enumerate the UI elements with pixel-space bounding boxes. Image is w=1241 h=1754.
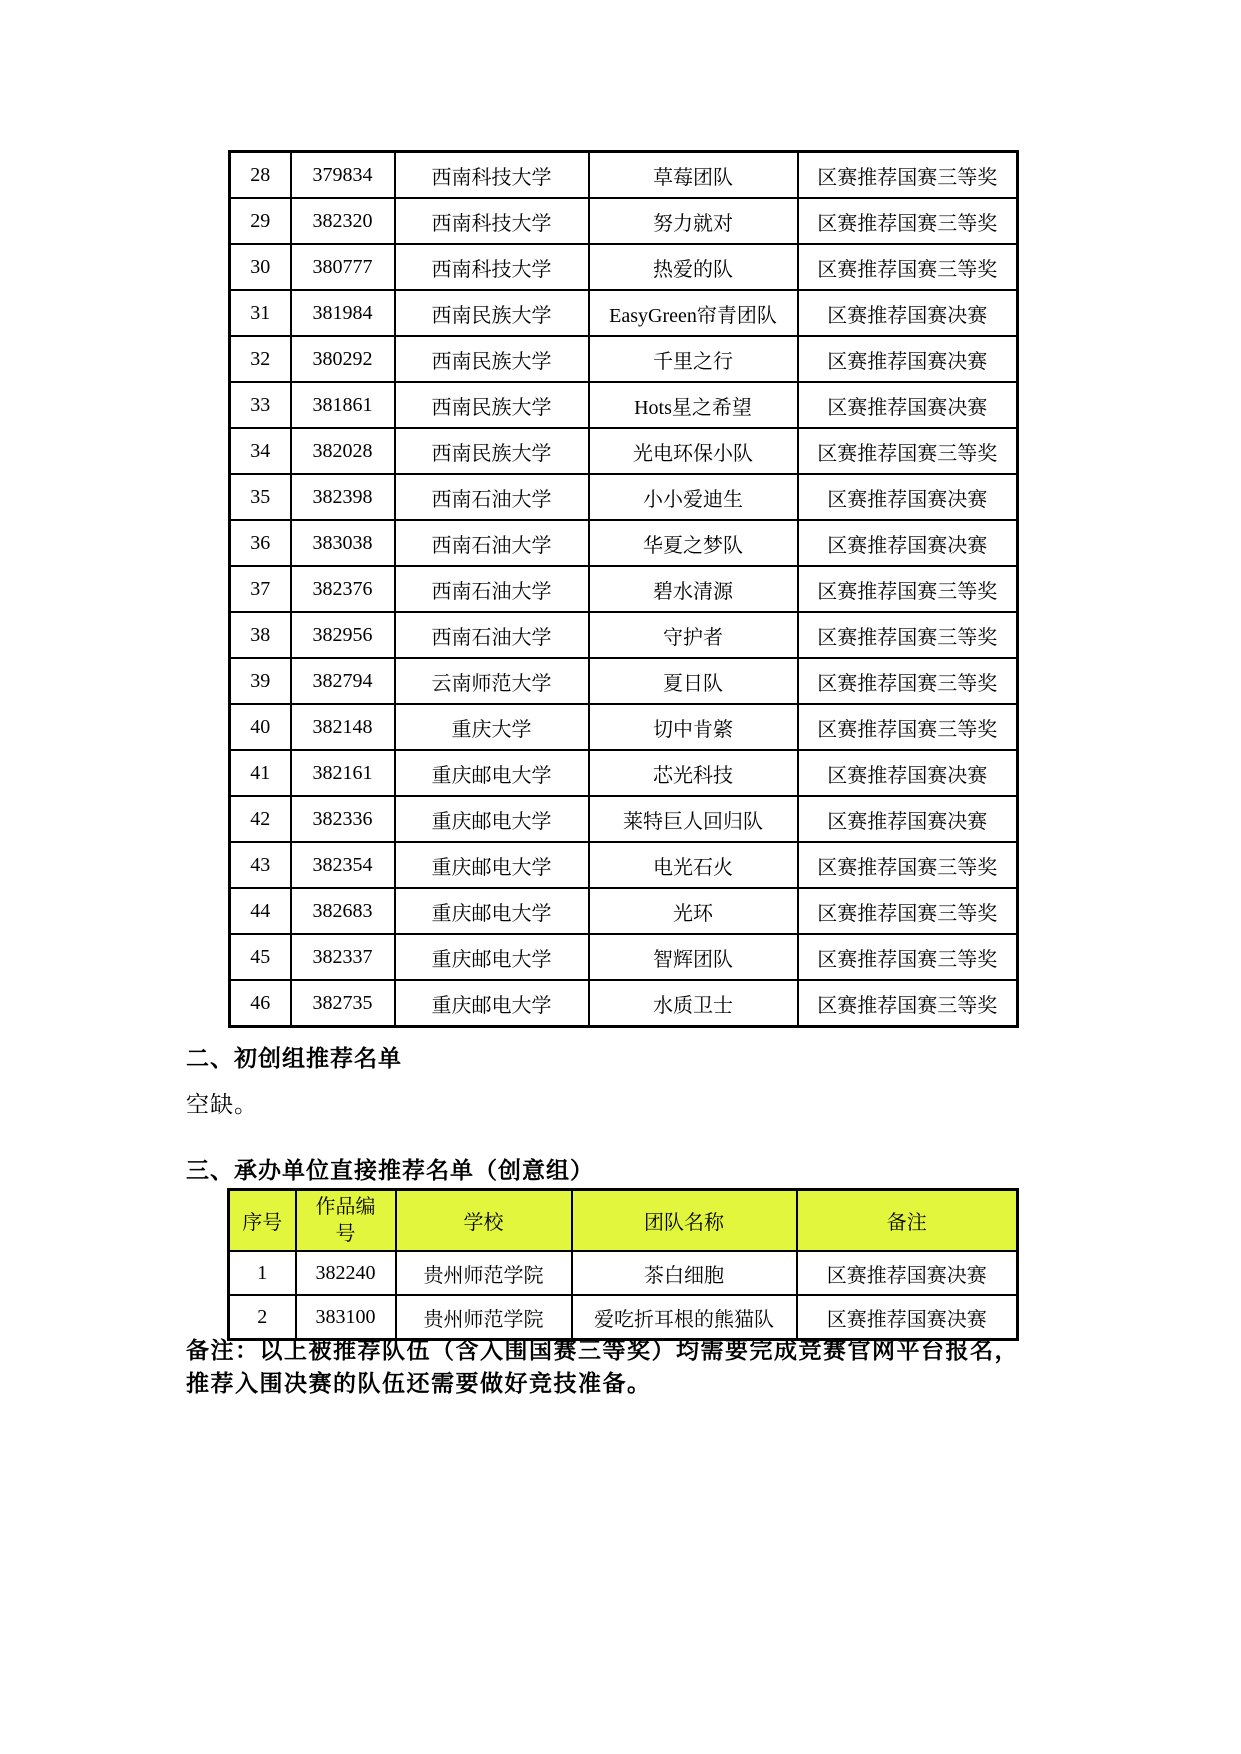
table-cell: 云南师范大学 — [395, 658, 589, 704]
table-cell: 381984 — [291, 290, 395, 336]
table-cell: 382794 — [291, 658, 395, 704]
direct-recommendation-table — [227, 1188, 1019, 1341]
table-cell: 莱特巨人回归队 — [589, 796, 798, 842]
table-cell: 46 — [230, 980, 291, 1027]
table-cell: 382336 — [291, 796, 395, 842]
table-cell: 41 — [230, 750, 291, 796]
table-row — [230, 244, 1018, 290]
table-cell: 重庆邮电大学 — [395, 888, 589, 934]
table-cell: 区赛推荐国赛决赛 — [798, 382, 1018, 428]
direct-table-body — [229, 1251, 1018, 1340]
table-cell: 2 — [229, 1295, 296, 1340]
header-label: 团队名称 — [644, 1212, 724, 1234]
table-cell: 31 — [230, 290, 291, 336]
section2-body: 空缺。 — [186, 1092, 258, 1117]
table-cell: 切中肯綮 — [589, 704, 798, 750]
table-cell: 芯光科技 — [589, 750, 798, 796]
table-cell: 区赛推荐国赛决赛 — [798, 750, 1018, 796]
table-row — [230, 750, 1018, 796]
table-cell: 33 — [230, 382, 291, 428]
table-cell: 光环 — [589, 888, 798, 934]
table-cell: 382337 — [291, 934, 395, 980]
table-cell: 28 — [230, 152, 291, 199]
table-cell: 碧水清源 — [589, 566, 798, 612]
table-cell: 西南科技大学 — [395, 152, 589, 199]
table-cell: 爱吃折耳根的熊猫队 — [572, 1295, 797, 1340]
table-row — [230, 198, 1018, 244]
table-cell: 区赛推荐国赛三等奖 — [798, 658, 1018, 704]
table-cell: 西南石油大学 — [395, 474, 589, 520]
table-cell: 379834 — [291, 152, 395, 199]
remark-line-2: 推荐入围决赛的队伍还需要做好竞技准备。 — [186, 1371, 652, 1396]
table-cell: 383100 — [296, 1295, 396, 1340]
table-cell: 西南民族大学 — [395, 336, 589, 382]
table-cell: 重庆邮电大学 — [395, 980, 589, 1027]
table-cell: 37 — [230, 566, 291, 612]
table-cell: 电光石火 — [589, 842, 798, 888]
table-cell: 华夏之梦队 — [589, 520, 798, 566]
table-cell: 区赛推荐国赛决赛 — [798, 290, 1018, 336]
table-row — [230, 520, 1018, 566]
table-cell: 西南民族大学 — [395, 382, 589, 428]
table-cell: 380292 — [291, 336, 395, 382]
table-row — [230, 888, 1018, 934]
table-row — [230, 704, 1018, 750]
table-cell: 区赛推荐国赛三等奖 — [798, 980, 1018, 1027]
table-cell: 44 — [230, 888, 291, 934]
table-cell: 贵州师范学院 — [396, 1295, 572, 1340]
header-cell-team-name — [572, 1190, 797, 1252]
table-cell: 382398 — [291, 474, 395, 520]
table-cell: 重庆大学 — [395, 704, 589, 750]
remark-note — [186, 1334, 1146, 1400]
table-cell: 区赛推荐国赛三等奖 — [798, 888, 1018, 934]
table-cell: 35 — [230, 474, 291, 520]
table-row — [230, 290, 1018, 336]
header-cell-school — [396, 1190, 572, 1252]
table-cell: 西南科技大学 — [395, 198, 589, 244]
table-cell: 382683 — [291, 888, 395, 934]
table-cell: 热爱的队 — [589, 244, 798, 290]
table-cell: 380777 — [291, 244, 395, 290]
table-cell: 西南科技大学 — [395, 244, 589, 290]
table-cell: 29 — [230, 198, 291, 244]
header-label: 作品编号 — [315, 1195, 376, 1245]
table-cell: 茶白细胞 — [572, 1251, 797, 1295]
table-cell: 38 — [230, 612, 291, 658]
table-cell: 贵州师范学院 — [396, 1251, 572, 1295]
table-row — [229, 1251, 1018, 1295]
table-row — [230, 796, 1018, 842]
table-cell: 1 — [229, 1251, 296, 1295]
table-cell: 草莓团队 — [589, 152, 798, 199]
table-cell: 重庆邮电大学 — [395, 796, 589, 842]
table-cell: EasyGreen帘青团队 — [589, 290, 798, 336]
table-row — [229, 1295, 1018, 1340]
table-row — [230, 382, 1018, 428]
table-cell: 区赛推荐国赛决赛 — [797, 1295, 1018, 1340]
table-cell: 382161 — [291, 750, 395, 796]
table-cell: 40 — [230, 704, 291, 750]
direct-table-header-row — [229, 1190, 1018, 1252]
table-cell: 382240 — [296, 1251, 396, 1295]
table-cell: 重庆邮电大学 — [395, 750, 589, 796]
table-row — [230, 658, 1018, 704]
table-cell: 区赛推荐国赛三等奖 — [798, 198, 1018, 244]
table-cell: 32 — [230, 336, 291, 382]
table-row — [230, 152, 1018, 199]
table-cell: 382354 — [291, 842, 395, 888]
table-cell: 光电环保小队 — [589, 428, 798, 474]
table-cell: 382148 — [291, 704, 395, 750]
table-cell: 39 — [230, 658, 291, 704]
table-cell: 西南民族大学 — [395, 428, 589, 474]
header-cell-work-id — [296, 1190, 396, 1252]
table-cell: 42 — [230, 796, 291, 842]
table-cell: 区赛推荐国赛三等奖 — [798, 934, 1018, 980]
remark-line-1: 备注：以上被推荐队伍（含入围国赛三等奖）均需要完成竞赛官网平台报名， — [186, 1338, 1019, 1363]
table-cell: 西南石油大学 — [395, 566, 589, 612]
header-cell-remark — [797, 1190, 1018, 1252]
table-row — [230, 842, 1018, 888]
table-cell: 36 — [230, 520, 291, 566]
table-cell: 区赛推荐国赛三等奖 — [798, 566, 1018, 612]
section2-title: 二、初创组推荐名单 — [186, 1046, 402, 1071]
table-cell: Hots星之希望 — [589, 382, 798, 428]
table-cell: 水质卫士 — [589, 980, 798, 1027]
table-row — [230, 612, 1018, 658]
table-row — [230, 980, 1018, 1027]
table-cell: 守护者 — [589, 612, 798, 658]
table-cell: 382028 — [291, 428, 395, 474]
table-cell: 34 — [230, 428, 291, 474]
table-row — [230, 566, 1018, 612]
table-cell: 区赛推荐国赛决赛 — [798, 336, 1018, 382]
table-row — [230, 934, 1018, 980]
table-cell: 区赛推荐国赛三等奖 — [798, 612, 1018, 658]
table-cell: 382376 — [291, 566, 395, 612]
table-cell: 区赛推荐国赛决赛 — [797, 1251, 1018, 1295]
table-cell: 西南石油大学 — [395, 612, 589, 658]
table-cell: 努力就对 — [589, 198, 798, 244]
table-cell: 小小爱迪生 — [589, 474, 798, 520]
table-cell: 区赛推荐国赛决赛 — [798, 520, 1018, 566]
creative-group-table-body — [230, 152, 1018, 1027]
table-cell: 西南石油大学 — [395, 520, 589, 566]
table-cell: 区赛推荐国赛决赛 — [798, 474, 1018, 520]
table-cell: 区赛推荐国赛三等奖 — [798, 428, 1018, 474]
header-label: 序号 — [242, 1212, 283, 1234]
table-cell: 45 — [230, 934, 291, 980]
table-cell: 区赛推荐国赛三等奖 — [798, 244, 1018, 290]
table-cell: 30 — [230, 244, 291, 290]
table-row — [230, 336, 1018, 382]
table-cell: 43 — [230, 842, 291, 888]
table-cell: 智辉团队 — [589, 934, 798, 980]
header-label: 学校 — [463, 1212, 504, 1234]
table-cell: 区赛推荐国赛三等奖 — [798, 704, 1018, 750]
table-cell: 381861 — [291, 382, 395, 428]
table-cell: 382735 — [291, 980, 395, 1027]
table-cell: 区赛推荐国赛三等奖 — [798, 152, 1018, 199]
table-cell: 382320 — [291, 198, 395, 244]
table-cell: 重庆邮电大学 — [395, 934, 589, 980]
header-cell-index — [229, 1190, 296, 1252]
table-cell: 夏日队 — [589, 658, 798, 704]
table-row — [230, 428, 1018, 474]
table-cell: 区赛推荐国赛决赛 — [798, 796, 1018, 842]
table-cell: 重庆邮电大学 — [395, 842, 589, 888]
table-cell: 西南民族大学 — [395, 290, 589, 336]
table-cell: 区赛推荐国赛三等奖 — [798, 842, 1018, 888]
header-label: 备注 — [886, 1212, 927, 1234]
creative-group-table — [228, 150, 1019, 1028]
table-row — [230, 474, 1018, 520]
section3-title: 三、承办单位直接推荐名单（创意组） — [186, 1158, 594, 1183]
table-cell: 千里之行 — [589, 336, 798, 382]
table-cell: 382956 — [291, 612, 395, 658]
table-cell: 383038 — [291, 520, 395, 566]
